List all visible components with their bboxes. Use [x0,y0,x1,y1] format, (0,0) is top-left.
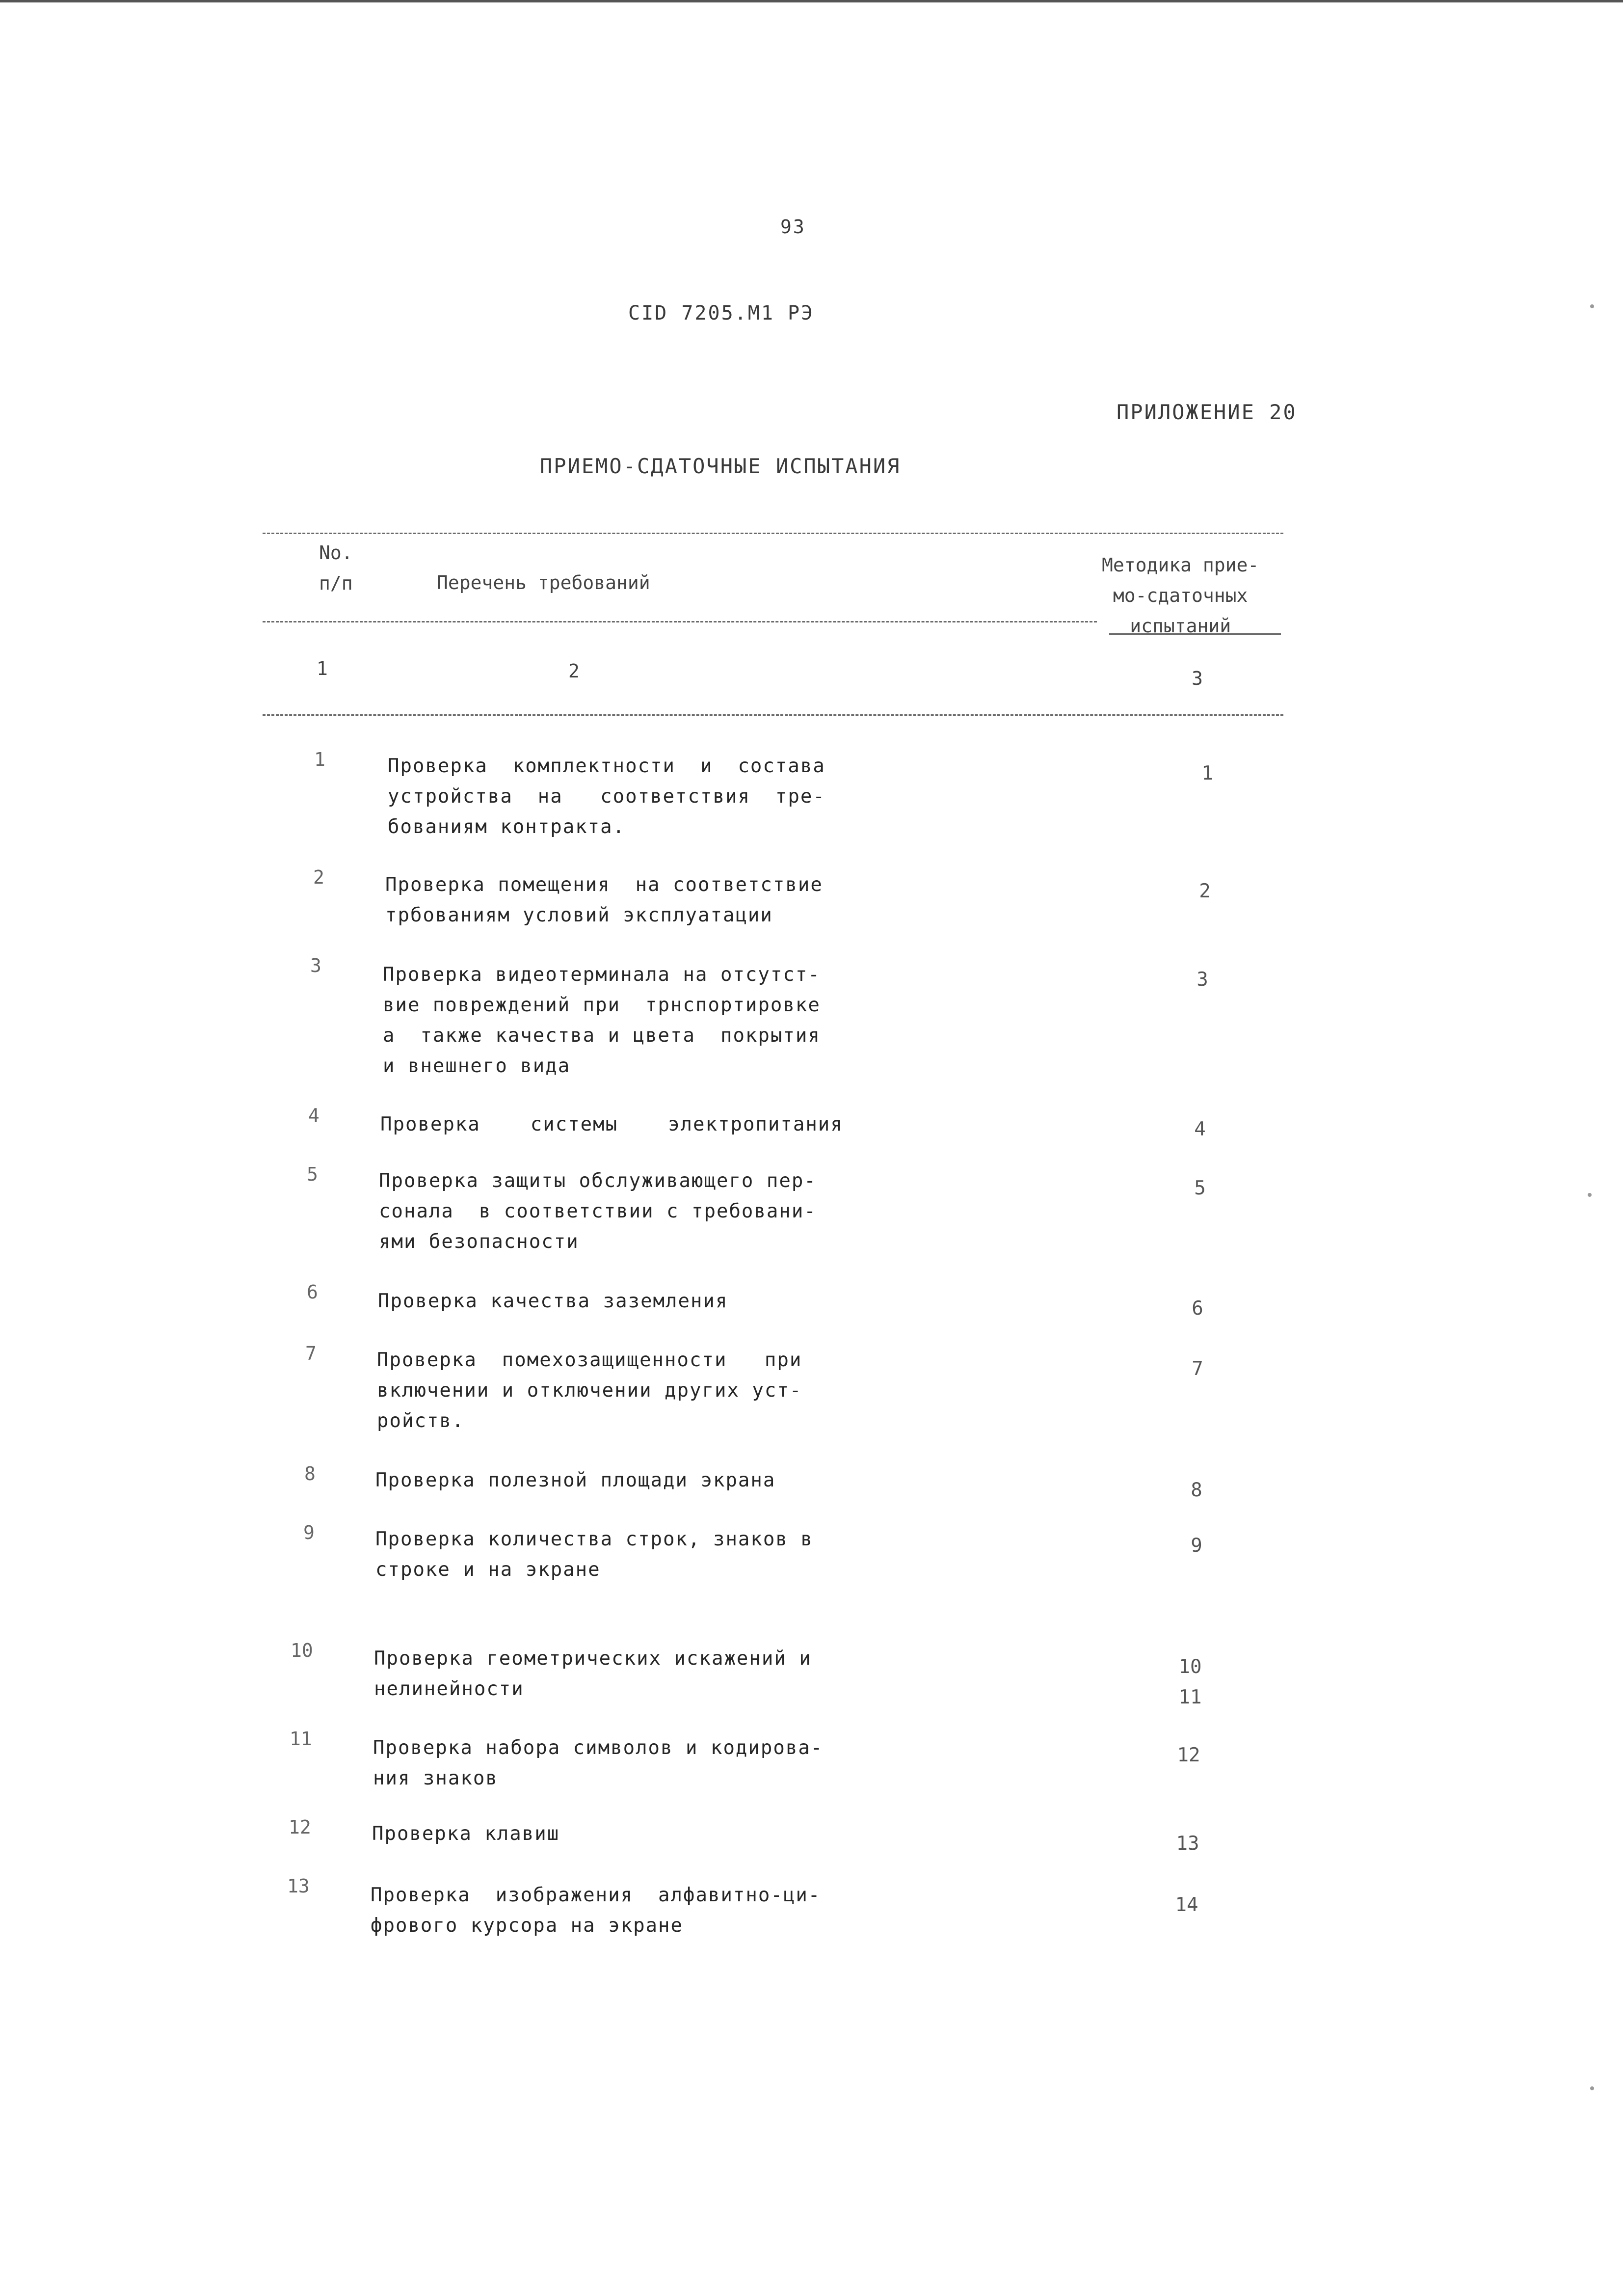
col-index-3: 3 [1192,668,1203,689]
row-requirement: Проверка помехозащищенности при включении и отключении других уст- ройств. [377,1349,802,1432]
row-number: 3 [310,955,321,976]
margin-mark [1590,304,1594,308]
row-requirement: Проверка системы электропитания [380,1113,843,1135]
row-method: 4 [1194,1118,1206,1140]
row-requirement: Проверка клавиш [372,1823,560,1845]
row-method: 12 [1177,1744,1200,1766]
row-requirement: Проверка геометрических искажений и нелинейности [374,1648,812,1700]
row-number: 4 [308,1105,319,1126]
row-requirement: Проверка качества заземления [378,1290,728,1312]
row-requirement: Проверка защиты обслуживающего пер- сонала в соответствии с требовани- ями безопасности [379,1170,817,1253]
row-method: 14 [1175,1894,1198,1916]
row-method: 10 11 [1178,1656,1202,1708]
margin-mark [1588,1193,1592,1197]
row-requirement: Проверка помещения на соответствие трбованиям условий эксплуатации [385,874,823,926]
row-number: 7 [305,1343,317,1364]
top-edge-line [0,0,1623,2]
row-number: 8 [304,1463,316,1485]
row-number: 12 [289,1816,311,1838]
row-method: 13 [1176,1833,1199,1855]
col-index-1: 1 [317,658,328,679]
table-top-rule [263,533,1283,534]
document-code: CID 7205.M1 РЭ [628,302,815,324]
row-method: 9 [1191,1535,1202,1557]
row-requirement: Проверка количества строк, знаков в строке и на экране [375,1528,813,1581]
row-number: 11 [290,1728,312,1750]
col-requirements-header: Перечень требований [437,572,650,594]
row-requirement: Проверка комплектности и состава устройства на соответствия тре- бованиям контракта. [388,755,825,838]
row-requirement: Проверка набора символов и кодирова- ния знаков [373,1737,824,1789]
col-number-header: No. п/п [319,542,353,594]
row-method: 6 [1192,1297,1203,1320]
header-bottom-rule [263,714,1283,716]
row-number: 13 [287,1875,310,1897]
row-number: 6 [307,1281,318,1303]
row-number: 10 [291,1640,313,1661]
row-requirement: Проверка изображения алфавитно-ци- фрового курсора на экране [371,1884,821,1937]
page-title: ПРИЕМО-СДАТОЧНЫЕ ИСПЫТАНИЯ [540,454,901,478]
row-requirement: Проверка видеотерминала на отсутст- вие повреждений при трнспортировке а также качества и цвета покрытия и внешнего вида [383,964,821,1077]
col-method-header: Методика прие- мо-сдаточных испытаний [1102,554,1259,637]
row-method: 7 [1192,1358,1203,1380]
row-requirement: Проверка полезной площади экрана [375,1469,776,1491]
margin-mark [1590,2086,1594,2090]
row-method: 2 [1199,880,1211,902]
header-mid-rule [263,621,1097,622]
page-number: 93 [780,216,806,238]
row-method: 1 [1201,762,1213,784]
row-number: 1 [314,749,325,770]
method-header-underline [1109,633,1281,635]
row-number: 5 [307,1163,318,1185]
col-index-2: 2 [568,660,580,682]
row-method: 5 [1194,1177,1206,1199]
row-number: 2 [313,866,324,888]
row-number: 9 [303,1522,315,1543]
row-method: 3 [1197,969,1208,991]
row-method: 8 [1191,1479,1202,1501]
appendix-label: ПРИЛОЖЕНИЕ 20 [1117,400,1297,424]
